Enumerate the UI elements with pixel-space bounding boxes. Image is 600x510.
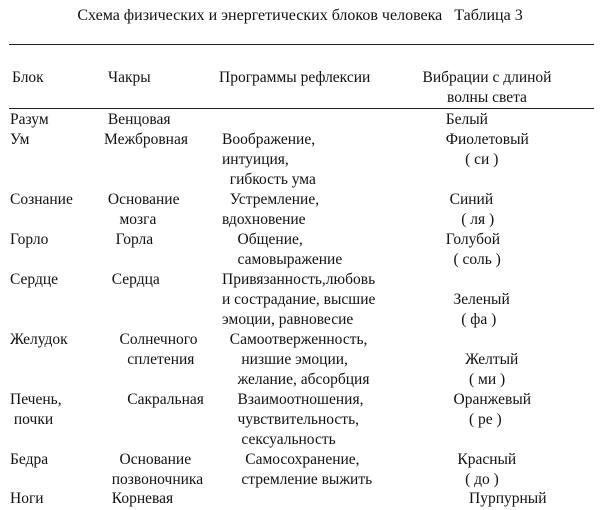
cell-programs: Взаимоотношения, чувствительность, сексуальность — [237, 391, 364, 448]
cell-chakra: Сакральная — [104, 391, 204, 408]
cell-vibration: Фиолетовый ( си ) — [445, 131, 529, 168]
header-programs: Программы рефлексии — [219, 69, 371, 86]
cell-block: Сознание — [10, 191, 73, 208]
cell-chakra: Межбровная — [104, 131, 188, 148]
cell-vibration: Зеленый ( фа ) — [453, 291, 510, 328]
header-block: Блок — [12, 69, 44, 86]
cell-programs: Самосохранение, стремление выжить — [241, 451, 373, 488]
cell-vibration: Пурпурный — [438, 490, 547, 507]
cell-programs: Привязанность,любовь и сострадание, высшие эмоции, равновесие — [222, 271, 376, 328]
cell-programs: Устремление, вдохновение — [222, 191, 320, 228]
cell-chakra: Венцовая — [104, 111, 171, 128]
cell-programs: Самоотверженность, низшие эмоции, желание, абсорбция — [229, 331, 370, 388]
cell-chakra: Основание мозга — [107, 191, 180, 228]
cell-vibration: Красный ( до ) — [457, 451, 517, 488]
cell-block: Желудок — [10, 331, 68, 348]
cell-chakra: Основание позвоночника — [111, 451, 204, 488]
header-chakra: Чакры — [108, 69, 151, 86]
cell-block: Разум — [10, 111, 49, 128]
table-title: Схема физических и энергетических блоков человека Таблица 3 — [77, 7, 523, 24]
cell-programs: Воображение, интуиция, гибкость ума — [222, 131, 316, 188]
cell-vibration: Голубой ( соль ) — [445, 231, 501, 268]
cell-block: Бедра — [10, 451, 49, 468]
cell-block: Сердце — [10, 271, 59, 288]
cell-block: Печень, почки — [10, 391, 62, 428]
cell-block: Ноги — [10, 490, 44, 507]
cell-chakra: Сердца — [104, 271, 160, 288]
cell-programs: Общение, самовыражение — [237, 231, 343, 268]
top-rule — [9, 44, 594, 45]
cell-chakra: Корневая — [104, 490, 174, 507]
header-rule — [9, 108, 594, 109]
cell-vibration: Оранжевый ( ре ) — [453, 391, 532, 428]
cell-block: Горло — [10, 231, 49, 248]
cell-vibration: Желтый ( ми ) — [465, 351, 519, 388]
header-vibration: Вибрации с длиной волны света — [422, 69, 552, 106]
cell-block: Ум — [10, 131, 30, 148]
cell-chakra: Горла — [104, 231, 154, 248]
cell-vibration: Белый — [438, 111, 488, 128]
cell-chakra: Солнечного сплетения — [119, 331, 198, 368]
cell-vibration: Синий ( ля ) — [449, 191, 495, 228]
